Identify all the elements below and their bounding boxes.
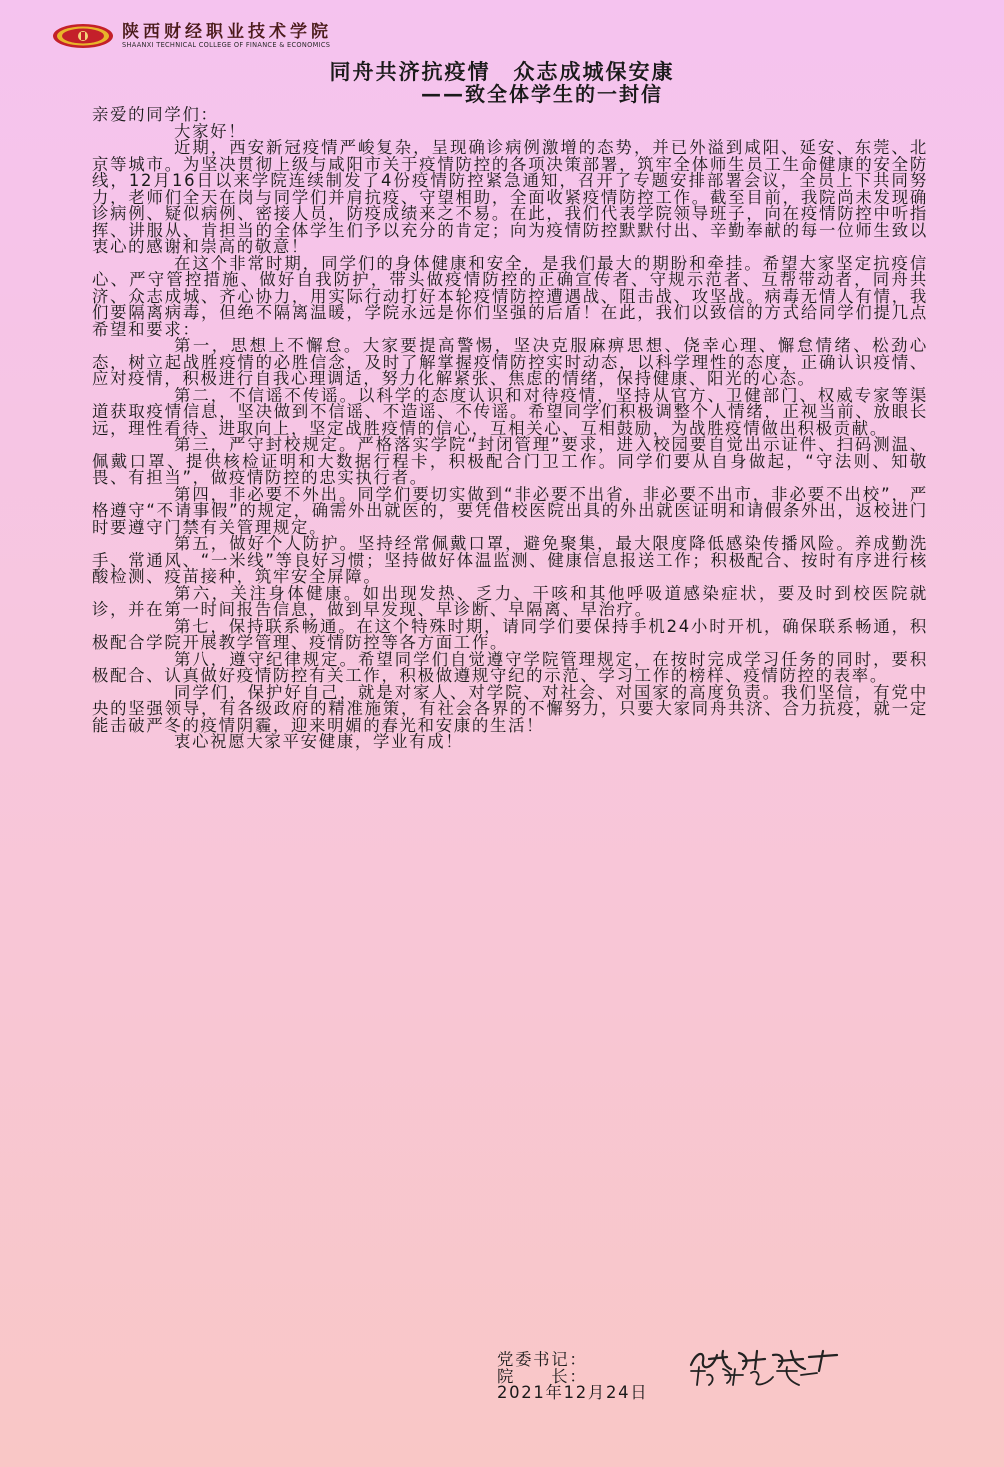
paragraph-point-3: 第三，严守封校规定。严格落实学院“封闭管理”要求，进入校园要自觉出示证件、扫码测温、佩戴口罩、提供核检证明和大数据行程卡，积极配合门卫工作。同学们要从自身做起，“守法则、知敬畏、有担当”，做疫情防控的忠实执行者。 (92, 435, 928, 487)
paragraph-point-4: 第四，非必要不外出。同学们要切实做到“非必要不出省，非必要不出市，非必要不出校”，严格遵守“不请事假”的规定，确需外出就医的，要凭借校医院出具的外出就医证明和请假条外出，返校进门时要遵守门禁有关管理规定。 (92, 484, 928, 537)
school-name-en: SHAANXI TECHNICAL COLLEGE OF FINANCE & ECONOMICS (122, 40, 331, 49)
paragraph-point-2: 第二，不信谣不传谣。以科学的态度认识和对待疫情，坚持从官方、卫健部门、权威专家等渠道获取疫情信息，坚决做到不信谣、不造谣、不传谣。希望同学们积极调整个人情绪，正视当前、放眼长远，理性看待、进取向上，坚定战胜疫情的信心，互相关心、互相鼓励，为战胜疫情做出积极贡献。 (92, 385, 928, 438)
letter-body (92, 107, 928, 751)
paragraph-expectations: 在这个非常时期，同学们的身体健康和安全，是我们最大的期盼和牵挂。希望大家坚定抗疫信心、严守管控措施、做好自我防护，带头做疫情防控的正确宣传者、守规示范者、互帮带动者，同舟共济、众志成城、齐心协力，用实际行动打好本轮疫情防控遭遇战、阻击战、攻坚战。病毒无情人有情，我们要隔离病毒，但绝不隔离温暖，学院永远是你们坚强的后盾！在此，我们以致信的方式给同学们提几点希望和要求： (92, 253, 928, 339)
paragraph-point-1: 第一，思想上不懈怠。大家要提高警惕，坚决克服麻痹思想、侥幸心理、懈怠情绪、松劲心态，树立起战胜疫情的必胜信念，及时了解掌握疫情防控实时动态，以科学理性的态度，正确认识疫情、应对疫情，积极进行自我心理调适，努力化解紧张、焦虑的情绪，保持健康、阳光的心态。 (92, 336, 928, 388)
paragraph-point-5: 第五，做好个人防护。坚持经常佩戴口罩，避免聚集，最大限度降低感染传播风险。养成勤洗手、常通风、“一米线”等良好习惯；坚持做好体温监测、健康信息报送工作；积极配合、按时有序进行核酸检测、疫苗接种，筑牢安全屏障。 (92, 534, 928, 586)
paragraph-point-7: 第七，保持联系畅通。在这个特殊时期，请同学们要保持手机24小时开机，确保联系畅通，积极配合学院开展教学管理、疫情防控等各方面工作。 (92, 616, 928, 652)
greeting: 大家好！ (174, 121, 247, 141)
paragraph-conclusion: 同学们，保护好自己，就是对家人、对学院、对社会、对国家的高度负责。我们坚信，有党中央的坚强领导，有各级政府的精准施策，有社会各界的不懈努力，只要大家同舟共济、合力抗疫，就一定能击破严冬的疫情阴霾，迎来明媚的春光和安康的生活！ (92, 682, 928, 735)
salutation: 亲爱的同学们： (92, 105, 219, 124)
signature-block (497, 1352, 648, 1402)
letter-title: 同舟共济抗疫情 众志成城保安康 (329, 60, 675, 84)
school-name-cn: 陕西财经职业技术学院 (122, 21, 332, 42)
school-logo-icon (52, 23, 114, 49)
school-header (52, 22, 332, 50)
letter-date: 2021年12月24日 (497, 1383, 649, 1402)
paragraph-point-8: 第八，遵守纪律规定。希望同学们自觉遵守学院管理规定，在按时完成学习任务的同时，要积极配合、认真做好疫情防控有关工作，积极做遵规守纪的示范、学习工作的榜样、疫情防控的表率。 (92, 649, 928, 685)
paragraph-intro: 近期，西安新冠疫情严峻复杂，呈现确诊病例激增的态势，并已外溢到咸阳、延安、东莞、北京等城市。为坚决贯彻上级与咸阳市关于疫情防控的各项决策部署，筑牢全体师生员工生命健康的安全防线，12月16日以来学院连续制发了4份疫情防控紧急通知，召开了专题安排部署会议，全员上下共同努力，老师们全天在岗与同学们并肩抗疫、守望相助，全面收紧疫情防控工作。截至目前，我院尚未发现确诊病例、疑似病例、密接人员，防疫成绩来之不易。在此，我们代表学院领导班子，向在疫情防控中听指挥、讲服从、肯担当的全体学生们予以充分的肯定；向为疫情防控默默付出、辛勤奉献的每一位师生致以衷心的感谢和崇高的敬意！ (92, 138, 928, 256)
paragraph-point-6: 第六，关注身体健康。如出现发热、乏力、干咳和其他呼吸道感染症状，要及时到校医院就诊，并在第一时间报告信息，做到早发现、早诊断、早隔离、早治疗。 (92, 583, 928, 619)
president-handwritten-signature (687, 1365, 827, 1387)
secretary-title: 党委书记： (497, 1350, 588, 1369)
letter-subtitle: ——致全体学生的一封信 (421, 82, 663, 106)
president-title: 院 长： (497, 1366, 588, 1386)
closing-wish: 衷心祝愿大家平安健康，学业有成！ (174, 732, 464, 751)
